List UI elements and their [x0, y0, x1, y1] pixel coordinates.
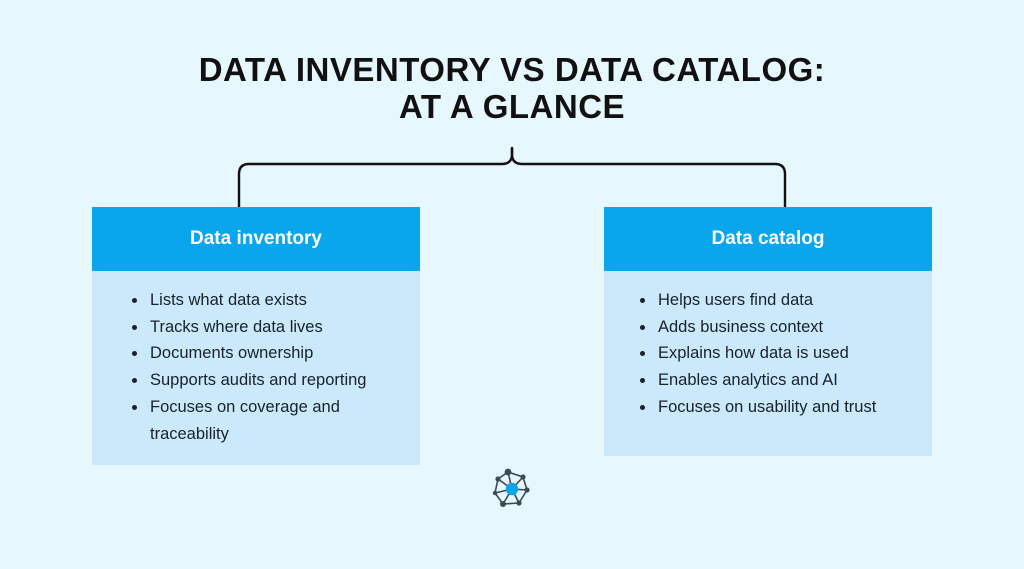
card-header-data-inventory: [92, 207, 420, 271]
list-item: Lists what data exists: [148, 287, 410, 314]
network-graph-logo-icon: [486, 463, 538, 515]
list-item: Focuses on coverage and traceability: [148, 394, 410, 447]
list-item: Focuses on usability and trust: [656, 394, 922, 421]
list-item: Explains how data is used: [656, 340, 922, 367]
list-item: Helps users find data: [656, 287, 922, 314]
list-item: Documents ownership: [148, 340, 410, 367]
card-body-data-catalog: [604, 271, 932, 456]
card-header-data-catalog: [604, 207, 932, 271]
title-line-2: AT A GLANCE: [398, 87, 626, 125]
card-data-inventory: [92, 207, 420, 465]
list-item: Enables analytics and AI: [656, 367, 922, 394]
list-item: Tracks where data lives: [148, 314, 410, 341]
title-line-1: DATA INVENTORY VS DATA CATALOG:: [198, 51, 826, 88]
list-item: Adds business context: [656, 314, 922, 341]
list-item: Supports audits and reporting: [148, 367, 410, 394]
card-title: Data inventory: [190, 228, 322, 249]
card-body-data-inventory: [92, 271, 420, 465]
bullet-list: [102, 287, 410, 447]
page-title: [0, 52, 1024, 126]
card-data-catalog: [604, 207, 932, 456]
card-title: Data catalog: [711, 228, 825, 249]
bullet-list: [614, 287, 922, 421]
